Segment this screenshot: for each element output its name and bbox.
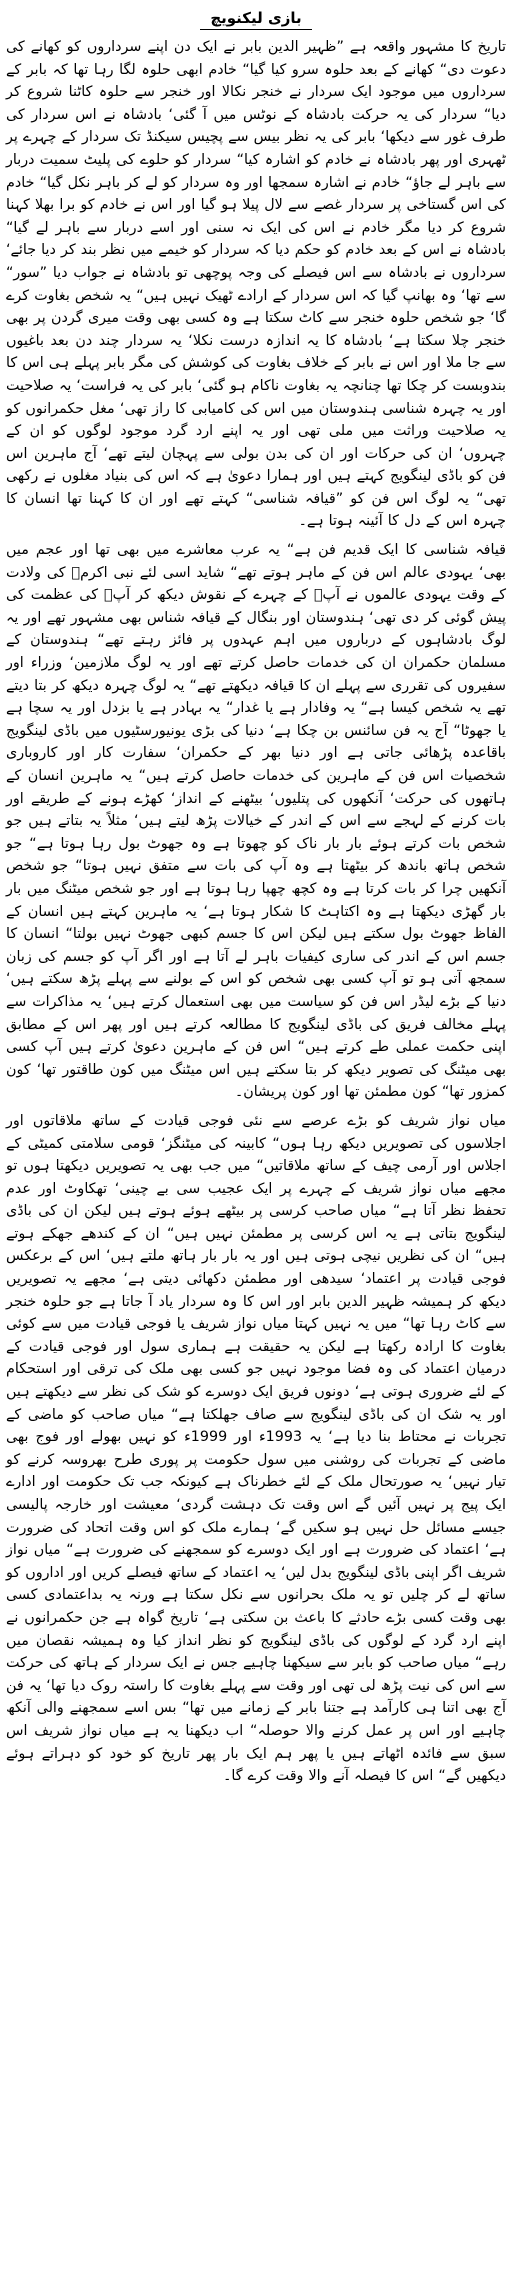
column-title: [6, 8, 506, 30]
article-paragraph-3: میاں نواز شریف کو بڑے عرصے سے نئی فوجی قیادت کے ساتھ ملاقاتوں اور اجلاسوں کی تصویریں دیکھ رہا ہوں“ کابینہ کی میٹنگز‘ قومی سلامتی کمیٹی کے اجلاس اور آرمی چیف کے ساتھ ملاقاتیں“ میں جب بھی یہ تصویریں دیکھتا ہوں تو مجھے میاں نواز شریف کے چہرے پر ایک عجیب سی بے چینی‘ تھکاوٹ اور عدم تحفظ نظر آتا ہے“ میاں صاحب کرسی پر بیٹھے ہوئے ہوتے ہیں لیکن ان کی باڈی لینگویج بتاتی ہے یہ اس کرسی پر مطمئن نہیں ہیں“ ان کے کندھے جھکے ہوتے ہیں“ ان کی نظریں نیچی ہوتی ہیں اور یہ بار بار ہاتھ ملتے ہیں‘ اس کے برعکس فوجی قیادت پر اعتماد‘ سیدھی اور مطمئن دکھائی دیتی ہے‘ مجھے یہ تصویریں دیکھ کر ہمیشہ ظہیر الدین بابر اور اس کا وہ سردار یاد آ جاتا ہے جو حلوہ خنجر سے کاٹ رہا تھا“ میں یہ نہیں کہتا میاں نواز شریف یا فوجی قیادت میں سے کوئی بغاوت کا ارادہ رکھتا ہے لیکن یہ حقیقت ہے ہماری سول اور فوجی قیادت کے درمیان اعتماد کی وہ فضا موجود نہیں جو کسی بھی ملک کی ترقی اور استحکام کے لئے ضروری ہوتی ہے‘ دونوں فریق ایک دوسرے کو شک کی نظر سے دیکھتے ہیں اور یہ شک ان کی باڈی لینگویج سے صاف جھلکتا ہے“ میاں صاحب کو ماضی کے تجربات نے محتاط بنا دیا ہے‘ یہ 1993ء اور 1999ء کو نہیں بھولے اور فوج بھی ماضی کے تجربات کی روشنی میں سول حکومت پر پوری طرح بھروسہ کرنے کو تیار نہیں‘ یہ صورتحال ملک کے لئے خطرناک ہے کیونکہ جب تک حکومت اور ادارے ایک پیج پر نہیں آئیں گے اس وقت تک دہشت گردی‘ معیشت اور خارجہ پالیسی جیسے مسائل حل نہیں ہو سکیں گے‘ ہمارے ملک کو اس وقت اتحاد کی ضرورت ہے‘ اعتماد کی ضرورت ہے اور ایک دوسرے کو سمجھنے کی ضرورت ہے“ میاں نواز شریف اگر اپنی باڈی لینگویج بدل لیں‘ یہ اعتماد کے ساتھ فیصلے کریں اور اداروں کو ساتھ لے کر چلیں تو یہ ملک بحرانوں سے نکل سکتا ہے ورنہ یہ بداعتمادی کسی بھی وقت کسی بڑے حادثے کا باعث بن سکتی ہے‘ تاریخ گواہ ہے جن حکمرانوں نے اپنے ارد گرد کے لوگوں کی باڈی لینگویج کو نظر انداز کیا وہ ہمیشہ نقصان میں رہے“ میاں صاحب کو بابر سے سیکھنا چاہیے جس نے ایک سردار کے ہاتھ کی حرکت سے اس کی نیت پڑھ لی تھی اور وقت سے پہلے بغاوت کا راستہ روک دیا تھا‘ یہ فن آج بھی اتنا ہی کارآمد ہے جتنا بابر کے زمانے میں تھا“ بس اسے سمجھنے والی آنکھ چاہیے اور اس پر عمل کرنے والا حوصلہ“ اب دیکھنا یہ ہے میاں نواز شریف اس سبق سے فائدہ اٹھاتے ہیں یا پھر ہم ایک بار پھر تاریخ کو خود کو دہراتے ہوئے دیکھیں گے“ اس کا فیصلہ آنے والا وقت کرے گا۔: [6, 1112, 507, 1785]
column-title-text: بازی لیکنویچ: [200, 8, 311, 30]
article-paragraph-2: قیافہ شناسی کا ایک قدیم فن ہے“ یہ عرب معاشرے میں بھی تھا اور عجم میں بھی‘ یہودی عالم اس فن کے ماہر ہوتے تھے“ شاید اسی لئے نبی اکرمؐ کی ولادت کے وقت یہودی عالموں نے آپؐ کے چہرے کے نقوش دیکھ کر آپؐ کی عظمت کی پیش گوئی کر دی تھی‘ ہندوستان اور بنگال کے قیافہ شناس بھی مشہور تھے اور یہ لوگ بادشاہوں کے درباروں میں اہم عہدوں پر فائز رہتے تھے“ ہندوستان کے مسلمان حکمران ان کی خدمات حاصل کرتے تھے اور یہ لوگ ملازمین‘ وزراء اور سفیروں کی تقرری سے پہلے ان کا قیافہ دیکھتے تھے“ یہ لوگ چہرہ دیکھ کر بتا دیتے تھے یہ شخص کیسا ہے“ یہ وفادار ہے یا غدار“ یہ بہادر ہے یا بزدل اور یہ سچا ہے یا جھوٹا“ آج یہ فن سائنس بن چکا ہے‘ دنیا کی بڑی یونیورسٹیوں میں باڈی لینگویج باقاعدہ پڑھائی جاتی ہے اور دنیا بھر کے حکمران‘ سفارت کار اور کاروباری شخصیات اس فن کے ماہرین کی خدمات حاصل کرتے ہیں“ یہ ماہرین انسان کے ہاتھوں کی حرکت‘ آنکھوں کی پتلیوں‘ بیٹھنے کے انداز‘ کھڑے ہونے کے طریقے اور بات کرنے کے لہجے سے اس کے اندر کے خیالات پڑھ لیتے ہیں‘ مثلاً یہ بتاتے ہیں جو شخص بات کرتے ہوئے بار بار ناک کو چھوتا ہے وہ جھوٹ بول رہا ہوتا ہے“ جو شخص ہاتھ باندھ کر بیٹھتا ہے وہ آپ کی بات سے متفق نہیں ہوتا“ جو شخص آنکھیں چرا کر بات کرتا ہے وہ کچھ چھپا رہا ہوتا ہے اور جو شخص میٹنگ میں بار بار گھڑی دیکھتا ہے وہ اکتاہٹ کا شکار ہوتا ہے‘ یہ ماہرین کہتے ہیں انسان کے الفاظ جھوٹ بول سکتے ہیں لیکن اس کا جسم کبھی جھوٹ نہیں بولتا“ انسان کا جسم اس کے اندر کی ساری کیفیات باہر لے آتا ہے اور اگر آپ کو جسم کی زبان سمجھ آتی ہو تو آپ کسی بھی شخص کو اس کے بولنے سے پہلے پڑھ سکتے ہیں‘ دنیا کے بڑے لیڈر اس فن کو سیاست میں بھی استعمال کرتے ہیں‘ یہ مذاکرات سے پہلے مخالف فریق کی باڈی لینگویج کا مطالعہ کرتے ہیں اور پھر اس کے مطابق اپنی حکمت عملی طے کرتے ہیں“ اس فن کے ماہرین دعویٰ کرتے ہیں آپ کسی بھی میٹنگ کی تصویر دیکھ کر بتا سکتے ہیں اس میٹنگ میں کون طاقتور تھا‘ کون کمزور تھا“ کون مطمئن تھا اور کون پریشان۔: [6, 542, 506, 1101]
article-paragraph-1: تاریخ کا مشہور واقعہ ہے ”ظہیر الدین بابر نے ایک دن اپنے سرداروں کو کھانے کی دعوت دی“ کھانے کے بعد حلوہ سرو کیا گیا“ خادم ابھی حلوہ لگا رہا تھا کہ بابر کے سرداروں میں موجود ایک سردار نے خنجر نکالا اور خنجر سے حلوہ کاٹنا شروع کر دیا“ سردار کی یہ حرکت بادشاہ کے نوٹس میں آ گئی‘ بادشاہ نے اس سردار کی طرف غور سے دیکھا‘ بابر کی یہ نظر بیس سے پچیس سیکنڈ تک سردار کے چہرے پر ٹھہری اور پھر بادشاہ نے خادم کو اشارہ کیا“ سردار کو حلوے کی پلیٹ سمیت دربار سے باہر لے جاؤ“ خادم نے اشارہ سمجھا اور وہ سردار کو لے کر باہر نکل گیا“ خادم کی اس گستاخی پر سردار غصے سے لال پیلا ہو گیا اور اس نے خادم کو برا بھلا کہنا شروع کر دیا مگر خادم نے اس کی ایک نہ سنی اور اسے دربار سے باہر لے گیا“ بادشاہ نے اس کے بعد خادم کو حکم دیا کہ سردار کو خیمے میں نظر بند کر دیا جائے‘ سرداروں نے بادشاہ سے اس فیصلے کی وجہ پوچھی تو بادشاہ نے جواب دیا ”سور“ سے تھا‘ وہ بھانپ گیا کہ اس سردار کے ارادے ٹھیک نہیں ہیں“ یہ شخص بغاوت کرے گا‘ جو شخص حلوہ خنجر سے کاٹ سکتا ہے وہ کسی بھی وقت میری گردن پر بھی خنجر چلا سکتا ہے‘ بادشاہ کا یہ اندازہ درست نکلا‘ یہ سردار چند دن بعد باغیوں سے جا ملا اور اس نے بابر کے خلاف بغاوت کی کوشش کی مگر بابر پہلے ہی اس کا بندوبست کر چکا تھا چنانچہ یہ بغاوت ناکام ہو گئی‘ بابر کی یہ فراست‘ یہ صلاحیت اور یہ چہرہ شناسی ہندوستان میں اس کی کامیابی کا راز تھی‘ مغل حکمرانوں کو یہ صلاحیت وراثت میں ملی تھی اور یہ اپنے ارد گرد موجود لوگوں کو ان کے چہروں‘ ان کی حرکات اور ان کی بدن بولی سے پہچان لیتے تھے‘ آج ماہرین اس فن کو باڈی لینگویج کہتے ہیں اور ہمارا دعویٰ ہے کہ اس کی بنیاد مغلوں نے رکھی تھی“ یہ لوگ اس فن کو ”قیافہ شناسی“ کہتے تھے اور ان کا کہنا تھا انسان کا چہرہ اس کے دل کا آئینہ ہوتا ہے۔: [6, 39, 506, 530]
